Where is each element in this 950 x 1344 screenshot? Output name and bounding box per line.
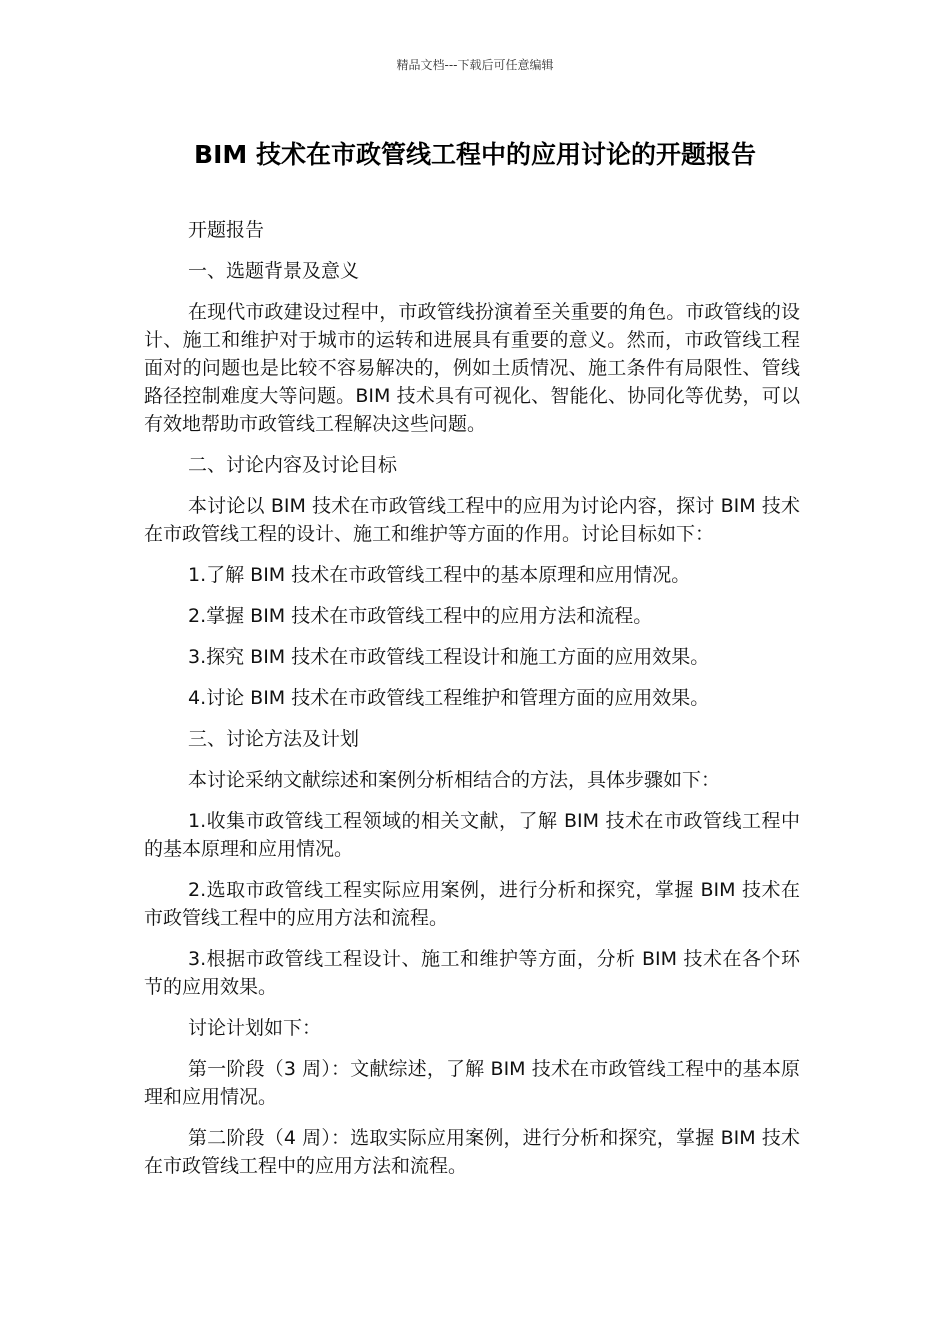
paragraph-report-label: 开题报告 (188, 219, 265, 241)
plan-phase-2: 第二阶段（4 周）：选取实际应用案例，进行分析和探究，掌握 BIM 技术在市政管线工程中的应用方法和流程。 (144, 1127, 800, 1177)
goal-item-4: 4.讨论 BIM 技术在市政管线工程维护和管理方面的应用效果。 (188, 687, 710, 709)
paragraph-content-goals: 本讨论以 BIM 技术在市政管线工程中的应用为讨论内容，探讨 BIM 技术在市政管线工程的设计、施工和维护等方面的作用。讨论目标如下： (144, 495, 800, 545)
paragraph-methods: 本讨论采纳文献综述和案例分析相结合的方法，具体步骤如下： (188, 769, 721, 791)
paragraph-plan-intro: 讨论计划如下： (188, 1017, 322, 1039)
goal-item-1: 1.了解 BIM 技术在市政管线工程中的基本原理和应用情况。 (188, 564, 691, 586)
document-body (144, 216, 800, 1193)
page-header: 精品文档---下载后可任意编辑 (396, 58, 554, 72)
section-heading-methods-plan: 三、讨论方法及计划 (188, 728, 360, 750)
section-heading-background: 一、选题背景及意义 (188, 260, 360, 282)
method-step-1: 1.收集市政管线工程领域的相关文献，了解 BIM 技术在市政管线工程中的基本原理和应用情况。 (144, 810, 800, 860)
method-step-2: 2.选取市政管线工程实际应用案例，进行分析和探究，掌握 BIM 技术在市政管线工程中的应用方法和流程。 (144, 879, 800, 929)
goal-item-3: 3.探究 BIM 技术在市政管线工程设计和施工方面的应用效果。 (188, 646, 710, 668)
plan-phase-1: 第一阶段（3 周）：文献综述，了解 BIM 技术在市政管线工程中的基本原理和应用情况。 (144, 1058, 800, 1108)
document-title: BIM 技术在市政管线工程中的应用讨论的开题报告 (194, 140, 756, 169)
paragraph-background: 在现代市政建设过程中，市政管线扮演着至关重要的角色。市政管线的设计、施工和维护对于城市的运转和进展具有重要的意义。然而，市政管线工程面对的问题也是比较不容易解决的，例如土质情况、施工条件有局限性、管线路径控制难度大等问题。BIM 技术具有可视化、智能化、协同化等优势，可以有效地帮助市政管线工程解决这些问题。 (144, 301, 800, 435)
goal-item-2: 2.掌握 BIM 技术在市政管线工程中的应用方法和流程。 (188, 605, 653, 627)
method-step-3: 3.根据市政管线工程设计、施工和维护等方面，分析 BIM 技术在各个环节的应用效果。 (144, 948, 800, 998)
section-heading-content-goals: 二、讨论内容及讨论目标 (188, 454, 398, 476)
